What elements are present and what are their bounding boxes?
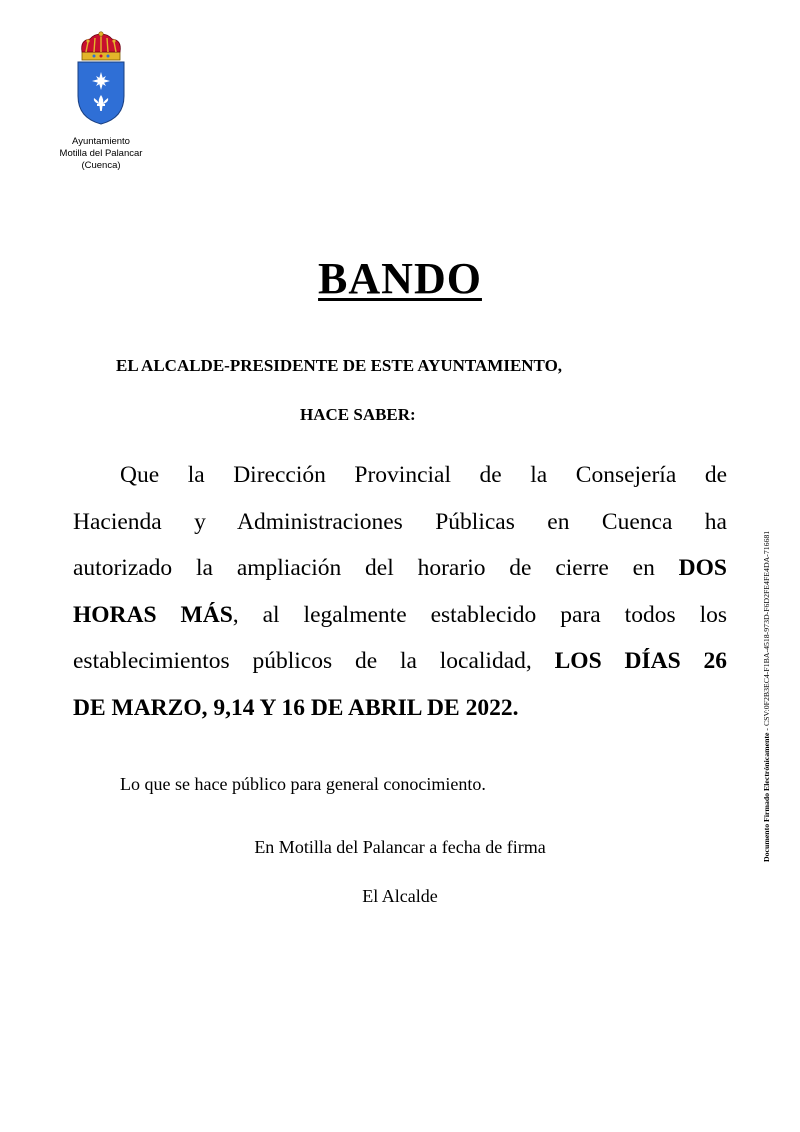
letterhead — [40, 136, 162, 172]
body-line-6-bold: DE MARZO, 9,14 Y 16 DE ABRIL DE 2022. — [73, 694, 519, 721]
closing-statement: Lo que se hace público para general conocimiento. — [120, 774, 486, 794]
letterhead-line-1: Ayuntamiento — [72, 136, 130, 147]
signature-stamp-label: Documento Firmado Electrónicamente — [762, 732, 771, 862]
body-line-3-text: autorizado la ampliación del horario de cierre en — [73, 555, 655, 582]
body-line-4 — [73, 598, 727, 645]
letterhead-line-2: Motilla del Palancar — [59, 148, 143, 159]
body-line-2-text: Hacienda y Administraciones Públicas en Cuenca ha — [73, 508, 727, 535]
body-line-2 — [73, 505, 727, 552]
signature-stamp-code: - CSV:0F2B3EC4-F1BA-4518-973D-F6D2FE4FE4DA-716681 — [762, 530, 771, 733]
body-line-5-bold: LOS DÍAS 26 — [554, 648, 727, 675]
mayor-heading: EL ALCALDE-PRESIDENTE DE ESTE AYUNTAMIENTO, — [116, 356, 563, 375]
body-line-3-bold: DOS — [678, 555, 727, 582]
body-paragraph — [73, 458, 727, 738]
document-title — [0, 253, 800, 304]
body-line-5-text: establecimientos públicos de la localidad, — [73, 648, 532, 675]
place-and-date: En Motilla del Palancar a fecha de firma — [254, 837, 546, 857]
body-line-4-text: , al legalmente establecido para todos los — [232, 601, 727, 628]
document-title-text: BANDO — [318, 254, 482, 303]
signer: El Alcalde — [362, 886, 438, 906]
announce-heading: HACE SABER: — [300, 405, 416, 424]
body-line-6 — [73, 691, 727, 738]
body-line-1 — [73, 458, 727, 505]
letterhead-line-3: (Cuenca) — [81, 160, 121, 171]
body-line-4-bold: HORAS MÁS — [73, 601, 233, 628]
body-line-5 — [73, 644, 727, 691]
body-line-1-text: Que la Dirección Provincial de la Consejería de — [120, 462, 727, 488]
municipal-coat-of-arms-icon — [72, 30, 130, 126]
body-line-3 — [73, 551, 727, 598]
electronic-signature-stamp — [762, 531, 771, 862]
